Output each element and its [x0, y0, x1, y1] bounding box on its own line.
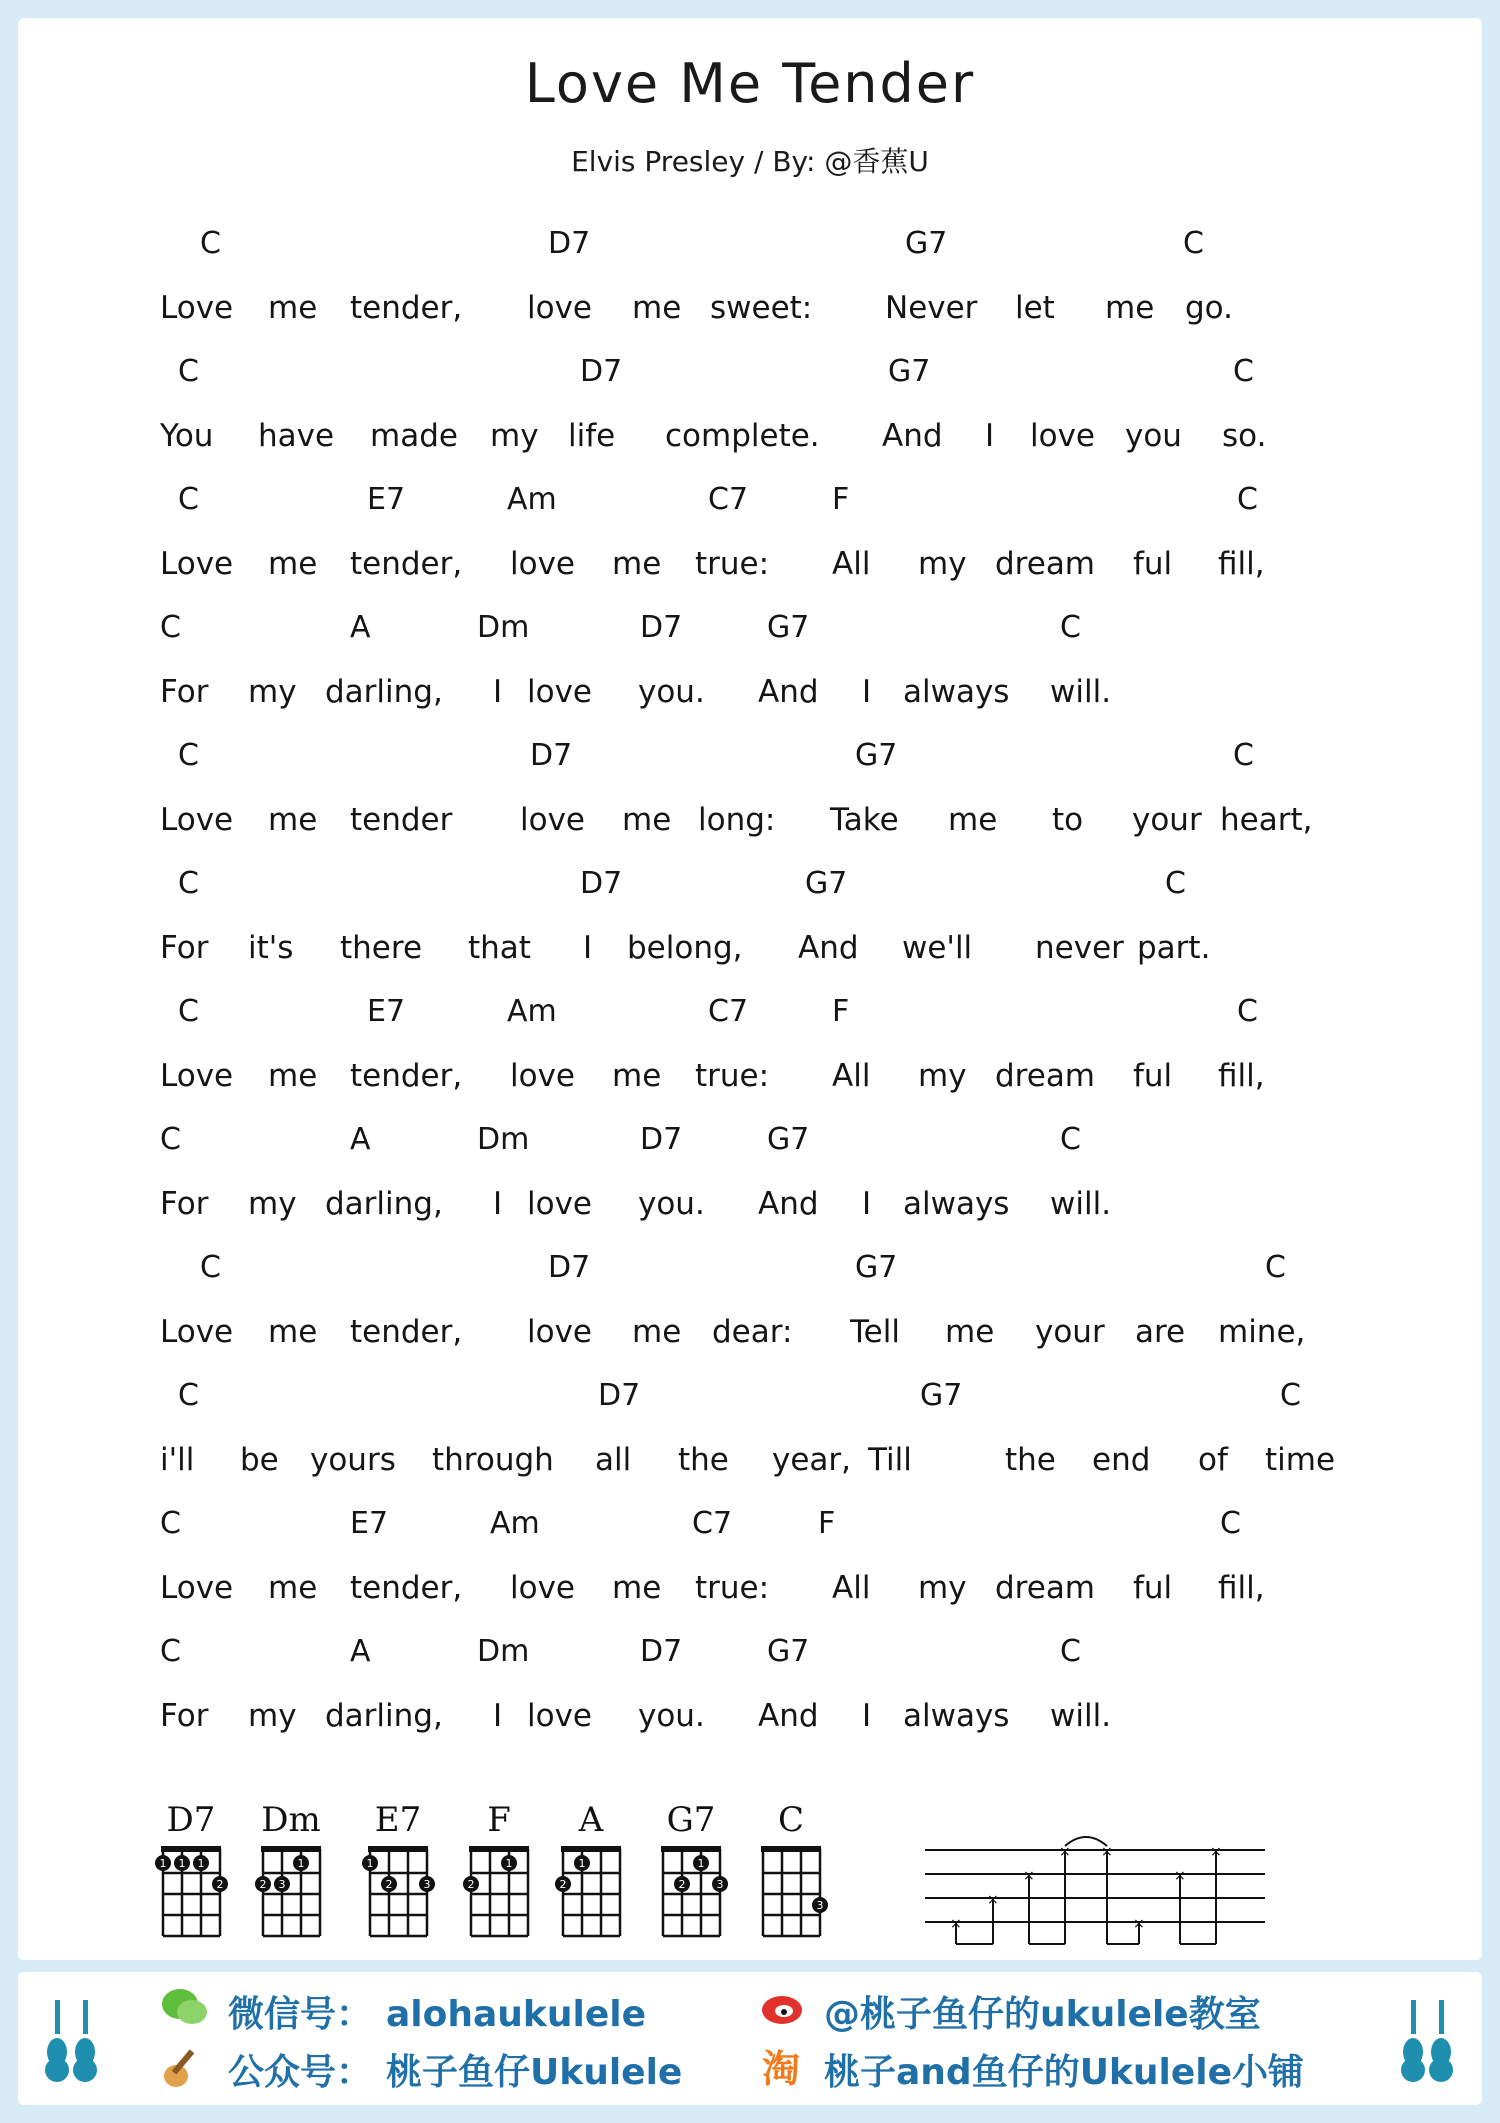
chord-label: C [178, 354, 199, 389]
lyric-word: ful [1133, 1570, 1173, 1606]
chord-label: D7 [640, 610, 683, 645]
lyric-word: And [798, 930, 859, 966]
lyric-word: Tell [850, 1314, 900, 1350]
lyric-word: love [527, 674, 592, 710]
lyric-word: dream [995, 1058, 1096, 1094]
lyric-word: love [510, 1058, 575, 1094]
chord-label: A [350, 1122, 371, 1157]
chord-label: C [1183, 226, 1204, 261]
finger-number: 2 [216, 1878, 224, 1891]
finger-number: 3 [278, 1878, 286, 1891]
chord-label: C [178, 994, 199, 1029]
chord-label: A [350, 610, 371, 645]
lyric-word: darling, [325, 1186, 443, 1222]
lyric-word: be [240, 1442, 279, 1478]
lyric-word: love [1030, 418, 1095, 454]
lyric-word: you. [638, 1186, 705, 1222]
chord-label: C [1233, 738, 1254, 773]
lyric-word: fill, [1218, 1058, 1265, 1094]
lyric-word: Till [868, 1442, 912, 1478]
ukulele-small-icon [160, 2042, 210, 2092]
chord-label: Am [507, 994, 557, 1029]
lyric-word: Never [885, 290, 978, 326]
chord-diagram-e7 [362, 1800, 434, 1950]
chord-diagrams [0, 1800, 1500, 1960]
chord-label: G7 [855, 738, 898, 773]
chord-diagram-name: C [777, 1800, 804, 1840]
chord-label: C [1220, 1506, 1241, 1541]
finger-number: 1 [697, 1857, 705, 1870]
chord-label: C [1280, 1378, 1301, 1413]
chord-diagram-c [755, 1800, 827, 1950]
lyric-word: darling, [325, 674, 443, 710]
lyric-word: my [918, 546, 967, 582]
lyric-word: For [160, 1698, 209, 1734]
lyric-word: my [918, 1570, 967, 1606]
wechat-icon [160, 1984, 210, 2028]
lyric-word: made [370, 418, 458, 454]
finger-number: 3 [423, 1878, 431, 1891]
chord-label: C [178, 866, 199, 901]
svg-text:×: × [987, 1892, 999, 1908]
lyric-word: I [583, 930, 593, 966]
svg-text:×: × [1023, 1868, 1035, 1884]
chord-diagram-name: G7 [666, 1800, 716, 1840]
lyric-word: me [268, 1058, 318, 1094]
lyric-word: ful [1133, 546, 1173, 582]
lyric-word: always [903, 1698, 1010, 1734]
lyric-word: will. [1050, 1186, 1112, 1222]
lyric-word: And [758, 674, 819, 710]
chord-label: Am [507, 482, 557, 517]
public-account-name: 桃子鱼仔Ukulele [386, 2052, 683, 2093]
lyric-word: dream [995, 1570, 1096, 1606]
lyric-word: me [268, 546, 318, 582]
lyric-word: are [1135, 1314, 1186, 1350]
finger-number: 1 [366, 1857, 374, 1870]
public-account-label: 公众号： [228, 2052, 373, 2093]
chord-label: C [1165, 866, 1186, 901]
lyric-word: your [1035, 1314, 1105, 1350]
chord-label: C [200, 226, 221, 261]
lyric-word: Love [160, 546, 234, 582]
chord-label: C [1265, 1250, 1286, 1285]
lyric-word: there [340, 930, 423, 966]
lyric-word: Love [160, 290, 234, 326]
chord-label: E7 [367, 994, 406, 1029]
lyric-word: dear: [712, 1314, 793, 1350]
lyric-word: love [510, 1570, 575, 1606]
lyric-word: true: [695, 546, 770, 582]
lyric-word: mine, [1218, 1314, 1306, 1350]
finger-number: 2 [467, 1878, 475, 1891]
lyric-word: All [832, 1570, 871, 1606]
taobao-icon [760, 2042, 810, 2092]
chord-label: D7 [598, 1378, 641, 1413]
lyric-word: never [1035, 930, 1124, 966]
chord-label: C [1060, 1634, 1081, 1669]
finger-number: 1 [297, 1857, 305, 1870]
lyric-word: will. [1050, 1698, 1112, 1734]
chord-diagram-f [463, 1800, 535, 1950]
lyric-word: love [527, 1698, 592, 1734]
chord-label: C7 [692, 1506, 733, 1541]
lyric-word: always [903, 1186, 1010, 1222]
chord-label: G7 [920, 1378, 963, 1413]
chord-diagram-name: E7 [374, 1800, 422, 1840]
lyric-word: tender, [350, 1570, 463, 1606]
finger-number: 2 [559, 1878, 567, 1891]
chord-label: C [178, 1378, 199, 1413]
lyric-word: me [268, 1314, 318, 1350]
song-title: Love Me Tender [524, 52, 976, 115]
lyric-word: through [432, 1442, 554, 1478]
chord-label: D7 [548, 226, 591, 261]
finger-number: 2 [385, 1878, 393, 1891]
lyric-word: Take [830, 802, 899, 838]
chord-label: D7 [580, 866, 623, 901]
lyric-word: I [493, 674, 503, 710]
chord-label: D7 [580, 354, 623, 389]
finger-number: 1 [178, 1857, 186, 1870]
chord-label: E7 [367, 482, 406, 517]
lyric-word: you [1125, 418, 1182, 454]
lyric-word: Love [160, 1570, 234, 1606]
lyric-word: let [1015, 290, 1055, 326]
lyric-word: me [612, 1058, 662, 1094]
lyric-word: For [160, 1186, 209, 1222]
chord-label: Dm [477, 1634, 530, 1669]
lyric-word: For [160, 930, 209, 966]
lyric-word: go. [1185, 290, 1233, 326]
lyric-word: complete. [665, 418, 820, 454]
lyric-word: me [268, 290, 318, 326]
chord-label: C7 [708, 994, 749, 1029]
chord-label: C [160, 1634, 181, 1669]
wechat-id: alohaukulele [386, 1994, 647, 2035]
chord-label: G7 [767, 1122, 810, 1157]
lyric-word: me [945, 1314, 995, 1350]
finger-number: 2 [259, 1878, 267, 1891]
chord-label: F [832, 994, 850, 1029]
chord-label: D7 [530, 738, 573, 773]
lyric-word: of [1198, 1442, 1228, 1478]
ukulele-right-icon [1396, 2000, 1460, 2084]
lyric-word: fill, [1218, 546, 1265, 582]
lyric-word: Love [160, 802, 234, 838]
lyric-word: part. [1137, 930, 1211, 966]
chord-label: G7 [767, 610, 810, 645]
svg-text:×: × [1174, 1868, 1186, 1884]
finger-number: 1 [197, 1857, 205, 1870]
chord-label: D7 [548, 1250, 591, 1285]
chord-label: G7 [855, 1250, 898, 1285]
chord-label: G7 [805, 866, 848, 901]
chord-diagram-dm [255, 1800, 327, 1950]
lyric-word: And [758, 1186, 819, 1222]
lyric-word: me [612, 546, 662, 582]
footer-banner [18, 1972, 1482, 2105]
chord-label: C [178, 482, 199, 517]
chord-label: C [200, 1250, 221, 1285]
ukulele-left-icon [40, 2000, 104, 2084]
chord-label: G7 [767, 1634, 810, 1669]
lyric-word: sweet: [710, 290, 813, 326]
chord-label: C [1233, 354, 1254, 389]
lyric-word: my [918, 1058, 967, 1094]
lyric-word: All [832, 546, 871, 582]
song-subtitle: Elvis Presley / By: @香蕉U [571, 145, 929, 178]
lyric-word: You [160, 418, 214, 454]
taobao-shop: 桃子and鱼仔的Ukulele小铺 [824, 2052, 1305, 2093]
chord-diagram-name: D7 [166, 1800, 216, 1840]
lyric-word: we'll [902, 930, 973, 966]
chord-label: C7 [708, 482, 749, 517]
lyric-word: I [862, 674, 872, 710]
lyric-word: you. [638, 1698, 705, 1734]
lyric-word: fill, [1218, 1570, 1265, 1606]
lyric-word: all [595, 1442, 632, 1478]
lyric-word: love [527, 1314, 592, 1350]
lyric-word: i'll [160, 1442, 195, 1478]
chord-label: E7 [350, 1506, 389, 1541]
lyric-word: time [1265, 1442, 1336, 1478]
chord-diagram-name: A [578, 1800, 604, 1840]
chord-label: G7 [888, 354, 931, 389]
lyric-word: And [758, 1698, 819, 1734]
chord-label: Am [490, 1506, 540, 1541]
lyric-word: so. [1222, 418, 1267, 454]
lyric-word: it's [248, 930, 294, 966]
lyric-word: your [1132, 802, 1202, 838]
chord-label: C [160, 1122, 181, 1157]
chord-diagram-a [555, 1800, 627, 1950]
lyric-word: long: [698, 802, 776, 838]
chord-label: G7 [905, 226, 948, 261]
lyric-word: me [948, 802, 998, 838]
lyric-word: I [985, 418, 995, 454]
lyric-word: And [882, 418, 943, 454]
lyric-word: the [678, 1442, 729, 1478]
lyric-word: me [268, 1570, 318, 1606]
lyric-word: I [862, 1698, 872, 1734]
strumming-tab [925, 1832, 1265, 1952]
lyric-word: my [248, 674, 297, 710]
chord-label: C [1060, 1122, 1081, 1157]
finger-number: 3 [816, 1899, 824, 1912]
lyric-word: me [268, 802, 318, 838]
lyric-word: me [1105, 290, 1155, 326]
lyric-word: Love [160, 1058, 234, 1094]
lyric-word: I [493, 1698, 503, 1734]
lyric-word: I [862, 1186, 872, 1222]
chord-label: A [350, 1634, 371, 1669]
weibo-icon [760, 1984, 810, 2028]
chord-label: D7 [640, 1122, 683, 1157]
lyric-word: have [258, 418, 335, 454]
lyric-word: true: [695, 1570, 770, 1606]
svg-text:×: × [1059, 1844, 1071, 1860]
lyric-word: me [622, 802, 672, 838]
lyric-word: life [568, 418, 616, 454]
lyric-word: always [903, 674, 1010, 710]
finger-number: 1 [159, 1857, 167, 1870]
chord-diagram-name: F [487, 1800, 511, 1840]
chord-diagram-name: Dm [261, 1800, 321, 1840]
lyric-word: true: [695, 1058, 770, 1094]
lyric-word: tender, [350, 546, 463, 582]
svg-text:×: × [950, 1916, 962, 1932]
lyric-word: me [632, 290, 682, 326]
finger-number: 1 [505, 1857, 513, 1870]
chord-diagram-g7 [655, 1800, 727, 1950]
chord-label: C [1237, 994, 1258, 1029]
chord-label: C [160, 610, 181, 645]
lyric-word: to [1052, 802, 1084, 838]
lyric-word: me [612, 1570, 662, 1606]
lyric-word: I [493, 1186, 503, 1222]
chord-label: C [1237, 482, 1258, 517]
chord-label: C [178, 738, 199, 773]
lyric-word: the [1005, 1442, 1056, 1478]
chord-label: C [160, 1506, 181, 1541]
lyric-word: end [1092, 1442, 1151, 1478]
lyric-word: All [832, 1058, 871, 1094]
svg-text:×: × [1210, 1844, 1222, 1860]
lyric-word: dream [995, 546, 1096, 582]
wechat-label: 微信号： [228, 1994, 373, 2035]
chord-label: C [1060, 610, 1081, 645]
finger-number: 2 [678, 1878, 686, 1891]
finger-number: 1 [578, 1857, 586, 1870]
chord-diagram-d7 [155, 1800, 227, 1950]
lyric-word: For [160, 674, 209, 710]
weibo-handle: @桃子鱼仔的ukulele教室 [824, 1994, 1261, 2035]
lyric-word: that [468, 930, 531, 966]
lyric-word: love [527, 290, 592, 326]
lyric-word: my [248, 1186, 297, 1222]
lyric-word: tender, [350, 1058, 463, 1094]
lyric-word: heart, [1220, 802, 1313, 838]
chord-label: Dm [477, 610, 530, 645]
lyric-word: year, [772, 1442, 852, 1478]
lyric-word: belong, [627, 930, 743, 966]
chord-label: F [832, 482, 850, 517]
lyric-word: will. [1050, 674, 1112, 710]
lyric-word: Love [160, 1314, 234, 1350]
svg-text:×: × [1133, 1916, 1145, 1932]
lyric-word: tender [350, 802, 453, 838]
lyric-word: my [248, 1698, 297, 1734]
svg-text:×: × [1101, 1844, 1113, 1860]
lyric-word: yours [310, 1442, 396, 1478]
svg-text:淘: 淘 [762, 2047, 801, 2091]
chord-label: D7 [640, 1634, 683, 1669]
lyric-word: darling, [325, 1698, 443, 1734]
lyric-word: ful [1133, 1058, 1173, 1094]
chord-label: F [818, 1506, 836, 1541]
lyric-word: love [527, 1186, 592, 1222]
finger-number: 3 [716, 1878, 724, 1891]
lyric-word: you. [638, 674, 705, 710]
lyric-word: love [520, 802, 585, 838]
chord-label: Dm [477, 1122, 530, 1157]
lyric-word: tender, [350, 1314, 463, 1350]
lyric-word: love [510, 546, 575, 582]
lyric-word: my [490, 418, 539, 454]
lyric-word: me [632, 1314, 682, 1350]
lyric-word: tender, [350, 290, 463, 326]
